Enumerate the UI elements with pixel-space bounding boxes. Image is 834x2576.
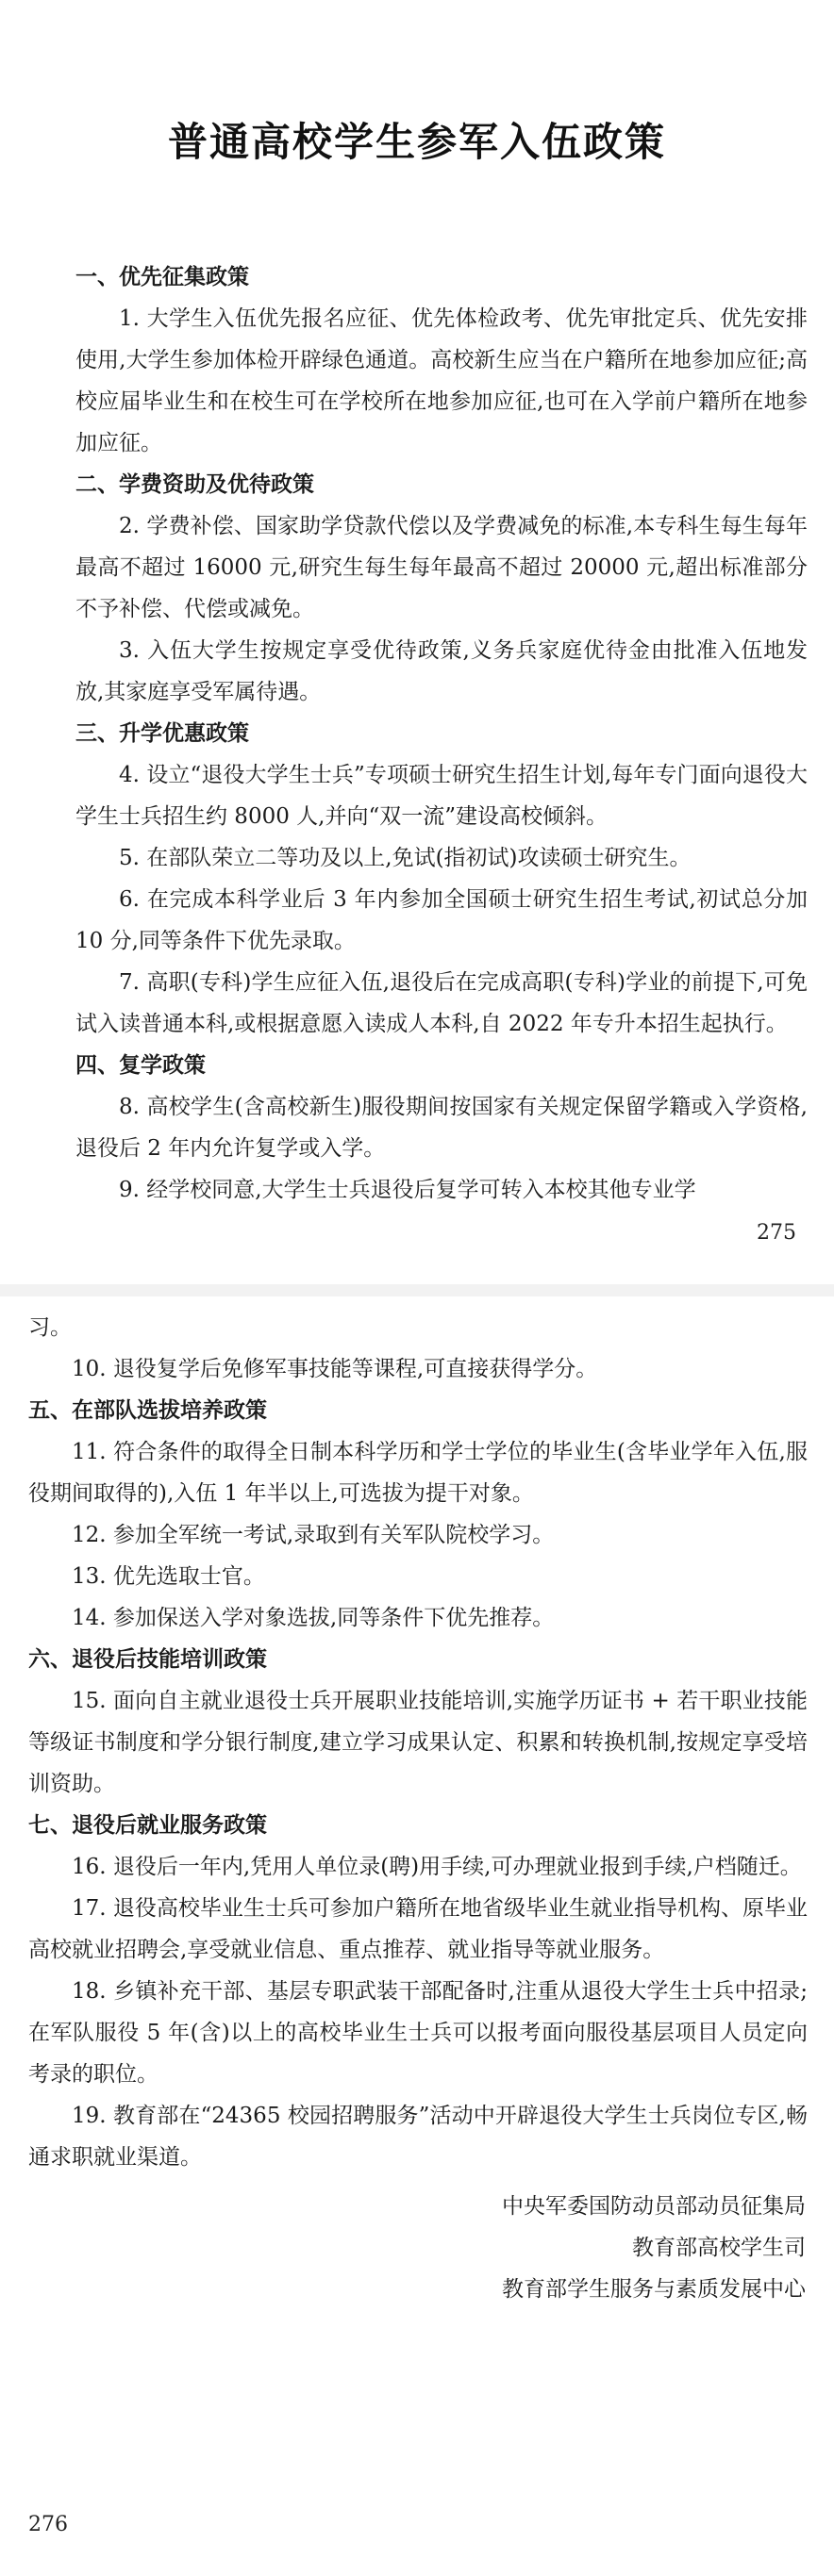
document-title: 普通高校学生参军入伍政策 bbox=[167, 119, 666, 165]
issuer-name: 教育部高校学生司 bbox=[632, 2236, 806, 2260]
section-heading: 二、学费资助及优待政策 bbox=[75, 472, 314, 497]
policy-item: 4. 设立“退役大学生士兵”专项硕士研究生招生计划,每年专门面向退役大学生士兵招生约 8000 人,并向“双一流”建设高校倾斜。 bbox=[75, 763, 808, 829]
page-separator bbox=[0, 1284, 834, 1297]
section-heading: 五、在部队选拔培养政策 bbox=[28, 1398, 267, 1423]
policy-item: 9. 经学校同意,大学生士兵退役后复学可转入本校其他专业学 bbox=[119, 1178, 696, 1202]
policy-item: 16. 退役后一年内,凭用人单位录(聘)用手续,可办理就业报到手续,户档随迁。 bbox=[72, 1855, 802, 1879]
section-heading: 四、复学政策 bbox=[75, 1053, 206, 1078]
policy-item: 7. 高职(专科)学生应征入伍,退役后在完成高职(专科)学业的前提下,可免试入读普通本科,或根据意愿入读成人本科,自 2022 年专升本招生起执行。 bbox=[75, 970, 808, 1036]
policy-item: 13. 优先选取士官。 bbox=[72, 1564, 265, 1589]
issuer-name: 教育部学生服务与素质发展中心 bbox=[502, 2277, 806, 2302]
policy-item: 17. 退役高校毕业生士兵可参加户籍所在地省级毕业生就业指导机构、原毕业高校就业招聘会,享受就业信息、重点推荐、就业指导等就业服务。 bbox=[28, 1896, 808, 1962]
policy-item: 12. 参加全军统一考试,录取到有关军队院校学习。 bbox=[72, 1523, 555, 1547]
policy-item: 5. 在部队荣立二等功及以上,免试(指初试)攻读硕士研究生。 bbox=[119, 846, 692, 870]
policy-item: 18. 乡镇补充干部、基层专职武装干部配备时,注重从退役大学生士兵中招录;在军队服役 5 年(含)以上的高校毕业生士兵可以报考面向服役基层项目人员定向考录的职位。 bbox=[28, 1979, 808, 2087]
continuation-text: 习。 bbox=[28, 1315, 72, 1340]
policy-item: 2. 学费补偿、国家助学贷款代偿以及学费减免的标准,本专科生每生每年最高不超过 16000 元,研究生每生每年最高不超过 20000 元,超出标准部分不予补偿、代偿或减免。 bbox=[75, 514, 808, 621]
section-heading: 一、优先征集政策 bbox=[75, 265, 249, 289]
policy-item: 15. 面向自主就业退役士兵开展职业技能培训,实施学历证书 + 若干职业技能等级证书制度和学分银行制度,建立学习成果认定、积累和转换机制,按规定享受培训资助。 bbox=[28, 1689, 808, 1796]
policy-item: 3. 入伍大学生按规定享受优待政策,义务兵家庭优待金由批准入伍地发放,其家庭享受军属待遇。 bbox=[75, 638, 808, 704]
section-heading: 六、退役后技能培训政策 bbox=[28, 1647, 267, 1672]
section-heading: 三、升学优惠政策 bbox=[75, 721, 249, 746]
section-heading: 七、退役后就业服务政策 bbox=[28, 1813, 267, 1838]
policy-item: 8. 高校学生(含高校新生)服役期间按国家有关规定保留学籍或入学资格,退役后 2 年内允许复学或入学。 bbox=[75, 1095, 808, 1161]
page-number: 276 bbox=[28, 2513, 68, 2536]
issuer-name: 中央军委国防动员部动员征集局 bbox=[502, 2194, 806, 2219]
policy-item: 14. 参加保送入学对象选拔,同等条件下优先推荐。 bbox=[72, 1606, 555, 1630]
policy-item: 19. 教育部在“24365 校园招聘服务”活动中开辟退役大学生士兵岗位专区,畅通求职就业渠道。 bbox=[28, 2104, 808, 2170]
policy-body-page-2 bbox=[28, 1307, 808, 2178]
policy-body-page-1 bbox=[75, 256, 808, 1211]
policy-item: 1. 大学生入伍优先报名应征、优先体检政考、优先审批定兵、优先安排使用,大学生参加体检开辟绿色通道。高校新生应当在户籍所在地参加应征;高校应届毕业生和在校生可在学校所在地参加应征,也可在入学前户籍所在地参加应征。 bbox=[75, 306, 808, 455]
issuer-signatures bbox=[502, 2186, 806, 2310]
policy-item: 11. 符合条件的取得全日制本科学历和学士学位的毕业生(含毕业学年入伍,服役期间取得的),入伍 1 年半以上,可选拔为提干对象。 bbox=[28, 1440, 808, 1506]
page-number: 275 bbox=[757, 1221, 796, 1245]
policy-item: 6. 在完成本科学业后 3 年内参加全国硕士研究生招生考试,初试总分加 10 分,同等条件下优先录取。 bbox=[75, 887, 808, 953]
policy-item: 10. 退役复学后免修军事技能等课程,可直接获得学分。 bbox=[72, 1357, 598, 1381]
